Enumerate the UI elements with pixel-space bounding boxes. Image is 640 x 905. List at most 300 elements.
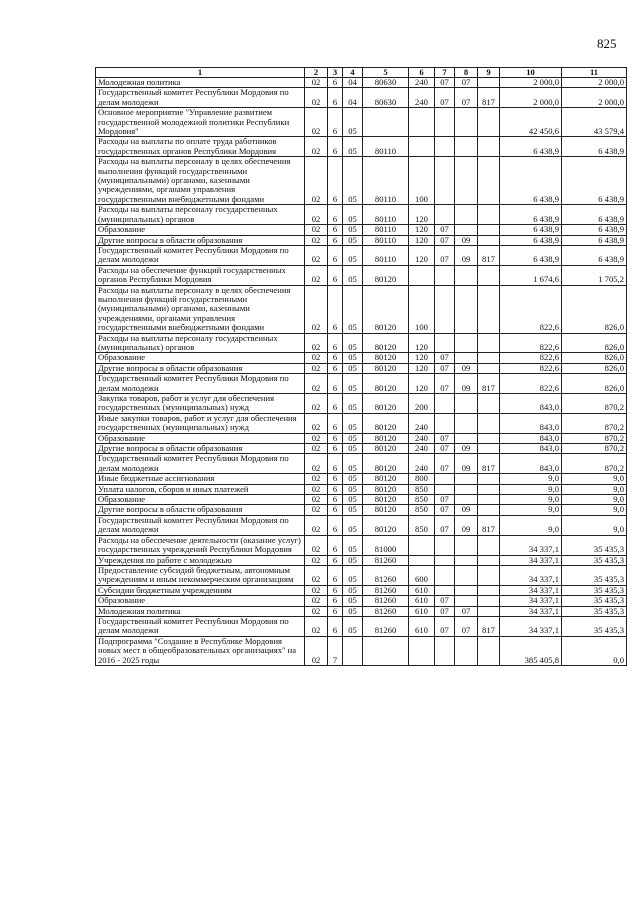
code-cell: 07	[435, 606, 455, 616]
amount-cell: 826,0	[562, 333, 627, 353]
amount-cell: 843,0	[500, 433, 562, 443]
column-header: 11	[562, 68, 627, 78]
amount-cell: 9,0	[562, 505, 627, 515]
amount-cell: 843,0	[500, 394, 562, 414]
table-row	[96, 108, 627, 137]
code-cell: 02	[305, 353, 328, 363]
code-cell: 80120	[363, 374, 409, 394]
code-cell: 6	[328, 78, 343, 88]
amount-cell: 843,0	[500, 413, 562, 433]
code-cell: 6	[328, 596, 343, 606]
amount-cell: 1 705,2	[562, 265, 627, 285]
code-cell	[478, 78, 500, 88]
amount-cell: 9,0	[500, 515, 562, 535]
code-cell	[478, 495, 500, 505]
code-cell: 02	[305, 333, 328, 353]
code-cell	[435, 636, 455, 665]
code-cell: 09	[455, 444, 478, 454]
code-cell: 07	[435, 444, 455, 454]
code-cell: 02	[305, 474, 328, 484]
code-cell	[363, 636, 409, 665]
code-cell	[455, 394, 478, 414]
code-cell: 6	[328, 484, 343, 494]
code-cell	[478, 555, 500, 565]
code-cell: 120	[409, 363, 435, 373]
code-cell	[478, 235, 500, 245]
code-cell	[435, 157, 455, 205]
table-row	[96, 555, 627, 565]
code-cell	[455, 285, 478, 333]
row-name-cell: Государственный комитет Республики Мордовия по делам молодежи	[96, 616, 305, 636]
code-cell	[478, 505, 500, 515]
row-name-cell: Подпрограмма "Создание в Республике Мордовия новых мест в общеобразовательных организациях" на 2016 - 2025 годы	[96, 636, 305, 665]
amount-cell: 843,0	[500, 444, 562, 454]
code-cell: 07	[435, 596, 455, 606]
amount-cell: 0,0	[562, 636, 627, 665]
code-cell: 09	[455, 245, 478, 265]
table-row	[96, 88, 627, 108]
amount-cell: 870,2	[562, 444, 627, 454]
code-cell: 02	[305, 363, 328, 373]
code-cell	[409, 265, 435, 285]
table-row	[96, 596, 627, 606]
code-cell	[478, 137, 500, 157]
code-cell: 80120	[363, 505, 409, 515]
column-header: 8	[455, 68, 478, 78]
table-row	[96, 565, 627, 585]
row-name-cell: Иные бюджетные ассигнования	[96, 474, 305, 484]
table-row	[96, 157, 627, 205]
code-cell	[478, 353, 500, 363]
amount-cell: 6 438,9	[500, 157, 562, 205]
code-cell	[455, 333, 478, 353]
code-cell: 120	[409, 374, 435, 394]
amount-cell: 6 438,9	[562, 225, 627, 235]
code-cell: 07	[435, 495, 455, 505]
code-cell	[478, 363, 500, 373]
code-cell: 80120	[363, 363, 409, 373]
amount-cell: 9,0	[562, 484, 627, 494]
code-cell: 07	[435, 433, 455, 443]
code-cell: 07	[435, 454, 455, 474]
code-cell: 81260	[363, 555, 409, 565]
code-cell: 6	[328, 363, 343, 373]
code-cell: 80120	[363, 433, 409, 443]
code-cell	[478, 108, 500, 137]
code-cell	[435, 285, 455, 333]
code-cell: 610	[409, 596, 435, 606]
table-row	[96, 235, 627, 245]
code-cell: 05	[343, 474, 363, 484]
code-cell: 05	[343, 616, 363, 636]
table-row	[96, 265, 627, 285]
table-row	[96, 225, 627, 235]
row-name-cell: Другие вопросы в области образования	[96, 363, 305, 373]
table-body	[96, 78, 627, 666]
code-cell: 240	[409, 88, 435, 108]
code-cell	[455, 555, 478, 565]
code-cell: 02	[305, 535, 328, 555]
code-cell: 240	[409, 78, 435, 88]
amount-cell: 826,0	[562, 363, 627, 373]
code-cell: 6	[328, 454, 343, 474]
code-cell: 81260	[363, 596, 409, 606]
table-row	[96, 515, 627, 535]
code-cell: 80120	[363, 515, 409, 535]
code-cell: 817	[478, 454, 500, 474]
code-cell: 80120	[363, 333, 409, 353]
code-cell	[478, 474, 500, 484]
code-cell: 80110	[363, 157, 409, 205]
code-cell: 05	[343, 454, 363, 474]
code-cell	[455, 413, 478, 433]
code-cell	[435, 585, 455, 595]
column-header: 9	[478, 68, 500, 78]
code-cell: 05	[343, 495, 363, 505]
code-cell: 05	[343, 515, 363, 535]
code-cell: 80120	[363, 474, 409, 484]
table-row	[96, 616, 627, 636]
code-cell: 6	[328, 245, 343, 265]
code-cell: 02	[305, 285, 328, 333]
table-row	[96, 137, 627, 157]
amount-cell: 870,2	[562, 433, 627, 443]
code-cell: 02	[305, 565, 328, 585]
row-name-cell: Уплата налогов, сборов и иных платежей	[96, 484, 305, 494]
code-cell: 09	[455, 505, 478, 515]
amount-cell: 35 435,3	[562, 565, 627, 585]
code-cell: 6	[328, 157, 343, 205]
table-row	[96, 394, 627, 414]
column-header: 6	[409, 68, 435, 78]
code-cell: 80120	[363, 285, 409, 333]
code-cell	[478, 444, 500, 454]
code-cell: 80120	[363, 444, 409, 454]
table-row	[96, 454, 627, 474]
code-cell: 6	[328, 265, 343, 285]
code-cell: 07	[435, 515, 455, 535]
code-cell: 02	[305, 88, 328, 108]
page-number: 825	[597, 36, 617, 51]
code-cell: 05	[343, 363, 363, 373]
code-cell: 850	[409, 505, 435, 515]
table-row	[96, 495, 627, 505]
column-header: 2	[305, 68, 328, 78]
code-cell: 6	[328, 225, 343, 235]
code-cell: 07	[435, 78, 455, 88]
code-cell: 02	[305, 433, 328, 443]
amount-cell: 9,0	[562, 495, 627, 505]
code-cell: 80110	[363, 205, 409, 225]
code-cell	[435, 535, 455, 555]
code-cell	[435, 394, 455, 414]
code-cell	[478, 636, 500, 665]
amount-cell: 6 438,9	[562, 137, 627, 157]
code-cell: 80110	[363, 137, 409, 157]
code-cell: 6	[328, 205, 343, 225]
code-cell	[343, 636, 363, 665]
column-header: 4	[343, 68, 363, 78]
table-row	[96, 205, 627, 225]
amount-cell: 6 438,9	[500, 235, 562, 245]
code-cell: 817	[478, 374, 500, 394]
code-cell	[435, 333, 455, 353]
code-cell: 240	[409, 454, 435, 474]
code-cell	[409, 555, 435, 565]
amount-cell: 42 450,6	[500, 108, 562, 137]
row-name-cell: Государственный комитет Республики Мордовия по делам молодежи	[96, 88, 305, 108]
code-cell: 05	[343, 333, 363, 353]
amount-cell: 35 435,3	[562, 585, 627, 595]
amount-cell: 822,6	[500, 374, 562, 394]
code-cell: 850	[409, 484, 435, 494]
amount-cell: 826,0	[562, 353, 627, 363]
code-cell: 05	[343, 555, 363, 565]
amount-cell: 822,6	[500, 353, 562, 363]
code-cell	[409, 636, 435, 665]
code-cell: 02	[305, 108, 328, 137]
amount-cell: 35 435,3	[562, 606, 627, 616]
code-cell: 850	[409, 495, 435, 505]
row-name-cell: Учреждения по работе с молодежью	[96, 555, 305, 565]
code-cell: 610	[409, 606, 435, 616]
row-name-cell: Расходы на выплаты персоналу в целях обеспечения выполнения функций государственными (муниципальными) органами, казенными учреждениями, органами управления государственными внебюджетными фондами	[96, 285, 305, 333]
code-cell: 02	[305, 484, 328, 494]
code-cell: 200	[409, 394, 435, 414]
code-cell: 05	[343, 265, 363, 285]
code-cell: 05	[343, 484, 363, 494]
code-cell	[435, 555, 455, 565]
row-name-cell: Закупка товаров, работ и услуг для обеспечения государственных (муниципальных) нужд	[96, 394, 305, 414]
code-cell: 07	[435, 505, 455, 515]
row-name-cell: Расходы на выплаты по оплате труда работников государственных органов Республики Мордовия	[96, 137, 305, 157]
amount-cell: 870,2	[562, 454, 627, 474]
code-cell: 6	[328, 555, 343, 565]
code-cell: 02	[305, 555, 328, 565]
code-cell: 6	[328, 606, 343, 616]
code-cell: 07	[435, 235, 455, 245]
code-cell	[455, 225, 478, 235]
code-cell: 850	[409, 515, 435, 535]
amount-cell: 9,0	[562, 515, 627, 535]
code-cell	[455, 474, 478, 484]
code-cell: 81260	[363, 616, 409, 636]
code-cell: 6	[328, 515, 343, 535]
code-cell	[455, 484, 478, 494]
code-cell: 05	[343, 225, 363, 235]
code-cell: 09	[455, 454, 478, 474]
code-cell	[455, 205, 478, 225]
table-row	[96, 474, 627, 484]
amount-cell: 43 579,4	[562, 108, 627, 137]
code-cell	[478, 535, 500, 555]
code-cell: 6	[328, 505, 343, 515]
column-header: 7	[435, 68, 455, 78]
code-cell: 80120	[363, 484, 409, 494]
code-cell: 6	[328, 433, 343, 443]
code-cell: 817	[478, 245, 500, 265]
code-cell: 05	[343, 565, 363, 585]
row-name-cell: Расходы на обеспечение деятельности (оказание услуг) государственных учреждений Республики Мордовия	[96, 535, 305, 555]
amount-cell: 9,0	[500, 474, 562, 484]
amount-cell: 2 000,0	[500, 78, 562, 88]
code-cell: 240	[409, 433, 435, 443]
amount-cell: 822,6	[500, 285, 562, 333]
amount-cell: 822,6	[500, 363, 562, 373]
code-cell	[455, 433, 478, 443]
row-name-cell: Молодежная политика	[96, 606, 305, 616]
code-cell: 05	[343, 285, 363, 333]
code-cell	[435, 565, 455, 585]
row-name-cell: Расходы на выплаты персоналу государственных (муниципальных) органов	[96, 205, 305, 225]
code-cell: 6	[328, 333, 343, 353]
code-cell: 05	[343, 433, 363, 443]
row-name-cell: Предоставление субсидий бюджетным, автономным учреждениям и иным некоммерческим организациям	[96, 565, 305, 585]
amount-cell: 826,0	[562, 285, 627, 333]
row-name-cell: Расходы на обеспечение функций государственных органов Республики Мордовия	[96, 265, 305, 285]
code-cell	[455, 596, 478, 606]
table-row	[96, 606, 627, 616]
code-cell	[478, 596, 500, 606]
code-cell: 05	[343, 394, 363, 414]
code-cell: 07	[455, 88, 478, 108]
code-cell	[478, 265, 500, 285]
table-row	[96, 433, 627, 443]
code-cell: 6	[328, 535, 343, 555]
code-cell: 05	[343, 157, 363, 205]
code-cell	[455, 636, 478, 665]
code-cell: 7	[328, 636, 343, 665]
code-cell	[435, 137, 455, 157]
table-row	[96, 636, 627, 665]
row-name-cell: Другие вопросы в области образования	[96, 444, 305, 454]
code-cell: 02	[305, 585, 328, 595]
code-cell	[478, 394, 500, 414]
code-cell: 610	[409, 616, 435, 636]
amount-cell: 2 000,0	[562, 78, 627, 88]
row-name-cell: Государственный комитет Республики Мордовия по делам молодежи	[96, 515, 305, 535]
code-cell: 6	[328, 394, 343, 414]
code-cell	[478, 157, 500, 205]
code-cell: 05	[343, 108, 363, 137]
code-cell	[409, 535, 435, 555]
table-row	[96, 285, 627, 333]
amount-cell: 385 405,8	[500, 636, 562, 665]
code-cell: 02	[305, 495, 328, 505]
code-cell: 07	[435, 616, 455, 636]
amount-cell: 6 438,9	[562, 205, 627, 225]
code-cell: 120	[409, 333, 435, 353]
code-cell: 817	[478, 515, 500, 535]
code-cell: 6	[328, 108, 343, 137]
code-cell: 05	[343, 585, 363, 595]
code-cell	[455, 535, 478, 555]
amount-cell: 2 000,0	[500, 88, 562, 108]
code-cell: 07	[455, 606, 478, 616]
code-cell: 07	[435, 353, 455, 363]
amount-cell: 34 337,1	[500, 565, 562, 585]
amount-cell: 6 438,9	[562, 235, 627, 245]
code-cell: 81260	[363, 585, 409, 595]
code-cell: 05	[343, 606, 363, 616]
amount-cell: 843,0	[500, 454, 562, 474]
amount-cell: 6 438,9	[562, 245, 627, 265]
code-cell: 02	[305, 454, 328, 474]
code-cell: 09	[455, 515, 478, 535]
row-name-cell: Образование	[96, 225, 305, 235]
amount-cell: 6 438,9	[500, 205, 562, 225]
code-cell: 81260	[363, 606, 409, 616]
code-cell: 09	[455, 374, 478, 394]
code-cell: 80120	[363, 394, 409, 414]
code-cell: 600	[409, 565, 435, 585]
code-cell: 80110	[363, 245, 409, 265]
code-cell: 80630	[363, 88, 409, 108]
row-name-cell: Расходы на выплаты персоналу государственных (муниципальных) органов	[96, 333, 305, 353]
code-cell	[409, 108, 435, 137]
row-name-cell: Основное мероприятие "Управление развитием государственной молодежной политики Республики Мордовия"	[96, 108, 305, 137]
code-cell: 6	[328, 285, 343, 333]
table-row	[96, 535, 627, 555]
code-cell: 05	[343, 444, 363, 454]
code-cell: 05	[343, 137, 363, 157]
code-cell	[478, 333, 500, 353]
code-cell	[455, 585, 478, 595]
code-cell	[435, 205, 455, 225]
code-cell: 80120	[363, 413, 409, 433]
amount-cell: 9,0	[500, 495, 562, 505]
code-cell: 81000	[363, 535, 409, 555]
code-cell: 80120	[363, 454, 409, 474]
code-cell: 02	[305, 636, 328, 665]
amount-cell: 826,0	[562, 374, 627, 394]
amount-cell: 34 337,1	[500, 606, 562, 616]
row-name-cell: Другие вопросы в области образования	[96, 235, 305, 245]
code-cell: 120	[409, 235, 435, 245]
code-cell	[478, 606, 500, 616]
table-row	[96, 413, 627, 433]
table-row	[96, 505, 627, 515]
code-cell: 05	[343, 374, 363, 394]
amount-cell: 35 435,3	[562, 616, 627, 636]
code-cell	[455, 265, 478, 285]
code-cell	[435, 474, 455, 484]
code-cell: 80110	[363, 235, 409, 245]
row-name-cell: Образование	[96, 353, 305, 363]
code-cell: 100	[409, 285, 435, 333]
code-cell: 02	[305, 245, 328, 265]
column-header: 1	[96, 68, 305, 78]
row-name-cell: Государственный комитет Республики Мордовия по делам молодежи	[96, 374, 305, 394]
code-cell: 6	[328, 374, 343, 394]
code-cell: 80120	[363, 265, 409, 285]
code-cell	[435, 265, 455, 285]
row-name-cell: Субсидии бюджетным учреждениям	[96, 585, 305, 595]
code-cell: 120	[409, 225, 435, 235]
amount-cell: 9,0	[500, 484, 562, 494]
code-cell: 05	[343, 535, 363, 555]
code-cell: 610	[409, 585, 435, 595]
table-row	[96, 353, 627, 363]
code-cell: 02	[305, 606, 328, 616]
code-cell: 05	[343, 353, 363, 363]
code-cell: 02	[305, 515, 328, 535]
code-cell: 6	[328, 235, 343, 245]
row-name-cell: Государственный комитет Республики Мордовия по делам молодежи	[96, 454, 305, 474]
row-name-cell: Расходы на выплаты персоналу в целях обеспечения выполнения функций государственными (муниципальными) органами, казенными учреждениями, органами управления государственными внебюджетными фондами	[96, 157, 305, 205]
amount-cell: 9,0	[562, 474, 627, 484]
table-row	[96, 333, 627, 353]
